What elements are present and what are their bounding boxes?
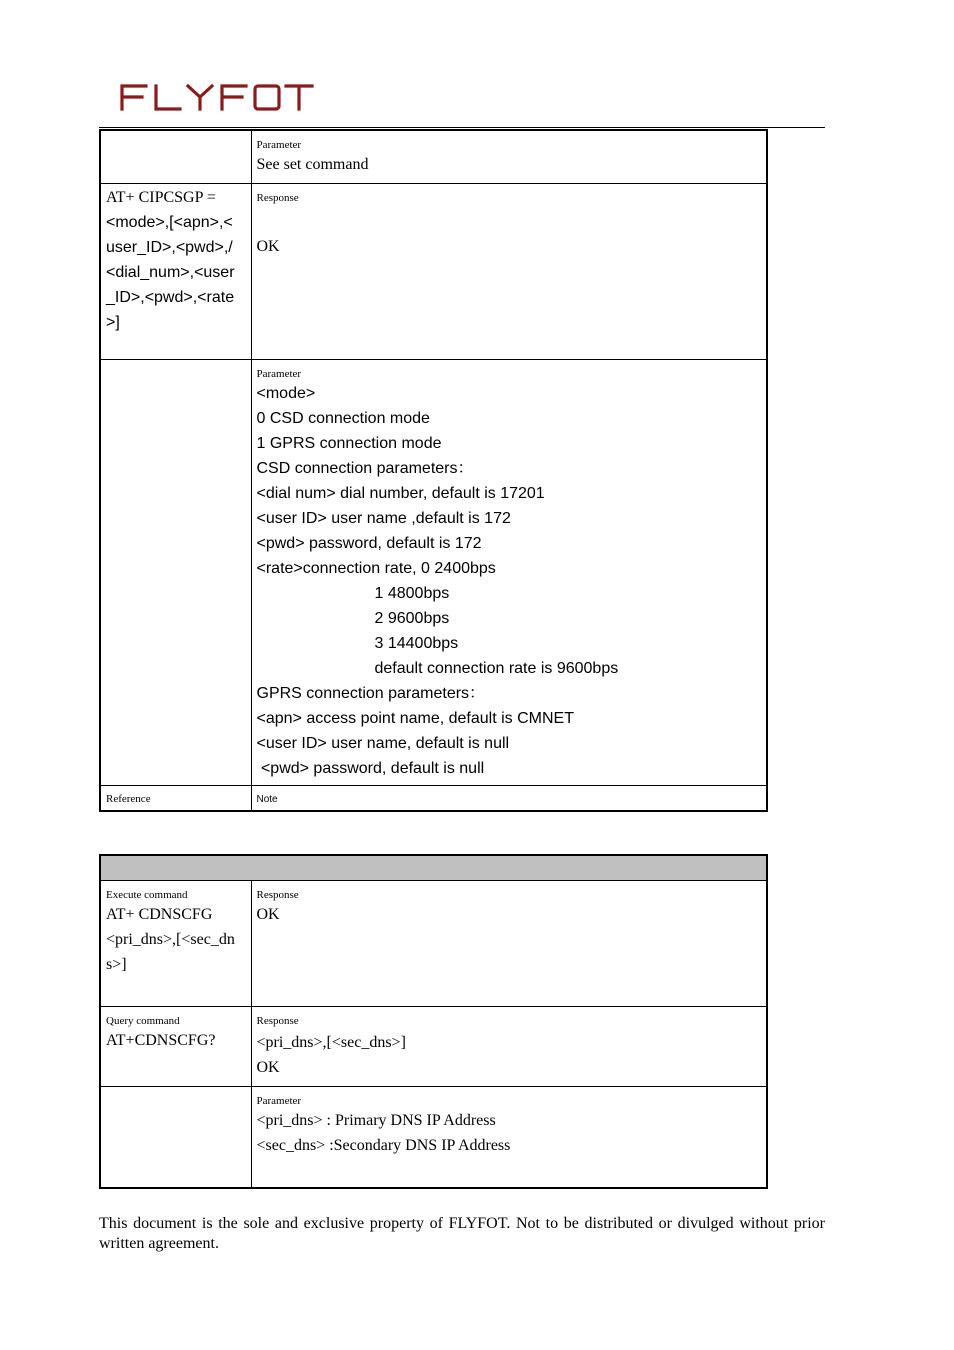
response-cell xyxy=(251,881,767,1007)
command-cell xyxy=(100,1007,251,1087)
command-line: <dial_num>,<user xyxy=(106,263,235,281)
cipcsgp-command-table xyxy=(99,129,768,812)
command-line: user_ID>,<pwd>,/ xyxy=(106,238,233,256)
table-row xyxy=(100,183,767,359)
response-line: <pri_dns>,[<sec_dns>] xyxy=(256,1034,406,1051)
parameter-line: default connection rate is 9600bps xyxy=(374,659,619,677)
parameter-line: <pwd> password, default is 172 xyxy=(256,534,482,552)
command-line: <mode>,[<apn>,< xyxy=(106,213,233,231)
footer-disclaimer: This document is the sole and exclusive property of FLYFOT. Not to be distributed or divulged without prior written agreement. xyxy=(99,1215,825,1252)
command-line: s>] xyxy=(106,956,127,973)
response-label: Response xyxy=(256,1015,299,1027)
command-text: AT+CDNSCFG? xyxy=(106,1032,216,1049)
parameter-line: 1 4800bps xyxy=(374,584,450,602)
parameter-text: See set command xyxy=(256,156,369,173)
execute-command-label: Execute command xyxy=(106,889,188,901)
response-text: OK xyxy=(256,237,280,255)
parameter-line: <user ID> user name, default is null xyxy=(256,734,510,752)
response-text: OK xyxy=(256,906,280,923)
flyfot-logo xyxy=(118,82,314,112)
reference-label: Reference xyxy=(106,792,151,805)
query-command-label: Query command xyxy=(106,1015,180,1027)
header-rule xyxy=(99,127,825,128)
table-row xyxy=(100,785,767,811)
command-line: AT+ CDNSCFG xyxy=(106,906,213,923)
parameter-line: 2 9600bps xyxy=(374,609,450,627)
parameter-cell xyxy=(251,359,767,785)
parameter-line: <rate>connection rate, 0 2400bps xyxy=(256,559,496,577)
response-cell xyxy=(251,183,767,359)
command-cell xyxy=(100,183,251,359)
note-cell xyxy=(251,785,767,811)
response-line: OK xyxy=(256,1059,280,1076)
empty-cell xyxy=(100,359,251,785)
parameter-line: <pri_dns> : Primary DNS IP Address xyxy=(256,1112,496,1129)
table-row xyxy=(100,881,767,1007)
parameter-line: <user ID> user name ,default is 172 xyxy=(256,509,511,527)
parameter-line: 0 CSD connection mode xyxy=(256,409,430,427)
parameter-line: <apn> access point name, default is CMNET xyxy=(256,709,574,727)
parameter-line: <dial num> dial number, default is 17201 xyxy=(256,484,545,502)
table-header-row xyxy=(100,855,767,881)
parameter-line: <mode> xyxy=(256,384,316,402)
response-cell xyxy=(251,1007,767,1087)
command-line: >] xyxy=(106,313,120,331)
command-line: AT+ CIPCSGP = xyxy=(106,188,216,206)
parameter-line: GPRS connection parameters： xyxy=(256,684,486,702)
command-line: _ID>,<pwd>,<rate xyxy=(106,288,235,306)
parameter-line: 3 14400bps xyxy=(374,634,459,652)
command-cell xyxy=(100,881,251,1007)
reference-cell xyxy=(100,785,251,811)
empty-cell xyxy=(100,1087,251,1188)
parameter-line: <pwd> password, default is null xyxy=(256,759,485,777)
parameter-cell xyxy=(251,1087,767,1188)
response-label: Response xyxy=(256,191,299,204)
parameter-line: 1 GPRS connection mode xyxy=(256,434,442,452)
note-label: Note xyxy=(256,793,278,805)
parameter-cell xyxy=(251,130,767,183)
parameter-line: CSD connection parameters： xyxy=(256,459,474,477)
response-label: Response xyxy=(256,889,299,901)
cdnscfg-command-table xyxy=(99,854,768,1189)
empty-cell xyxy=(100,130,251,183)
table-row xyxy=(100,130,767,183)
parameter-label: Parameter xyxy=(256,1095,302,1107)
table-row xyxy=(100,1087,767,1188)
command-line: <pri_dns>,[<sec_dn xyxy=(106,931,235,948)
table-header xyxy=(100,855,767,881)
parameter-line: <sec_dns> :Secondary DNS IP Address xyxy=(256,1137,511,1154)
table-row xyxy=(100,359,767,785)
table-row xyxy=(100,1007,767,1087)
parameter-label: Parameter xyxy=(256,367,302,380)
parameter-label: Parameter xyxy=(256,139,302,151)
